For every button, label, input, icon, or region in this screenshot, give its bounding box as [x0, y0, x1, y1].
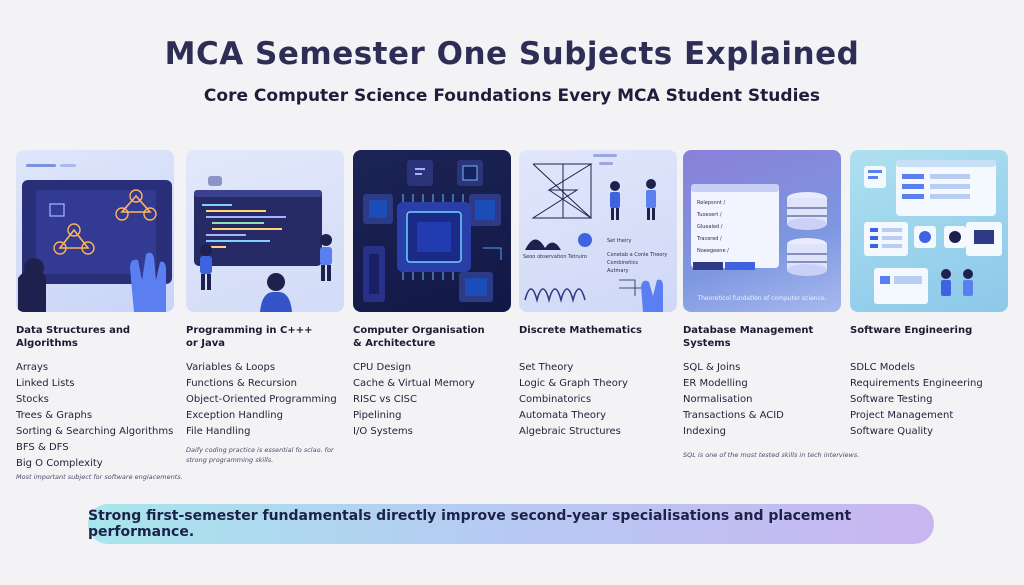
topic-item: Stocks [16, 394, 49, 405]
topic-list [850, 360, 1008, 440]
topic-list [683, 360, 841, 440]
topic-list [16, 360, 174, 472]
db-row: Tuoesert / [697, 212, 722, 218]
subject-heading: Computer Organisation & Architecture [353, 325, 485, 349]
cpu-chip-icon [353, 150, 511, 312]
page-title: MCA Semester One Subjects Explained [164, 36, 860, 72]
topic-item: Indexing [683, 426, 726, 437]
subject-note: SQL is one of the most tested skills in tech interviews. [683, 451, 860, 459]
card-label: Seoo observation Tetruiro [523, 254, 587, 260]
topic-item: Combinatorics [519, 394, 592, 405]
subject-card-dbms [683, 150, 860, 460]
discrete-math-illustration [519, 150, 677, 312]
topic-item: Object-Oriented Programming [186, 394, 337, 405]
subject-note: Most important subject for software engiacements. [16, 473, 183, 481]
topic-item: RISC vs CISC [353, 394, 417, 405]
subject-card-software-engineering [850, 150, 1008, 440]
db-row: Noeegeene / [697, 248, 729, 254]
topic-item: SDLC Models [850, 362, 916, 373]
subject-heading: Discrete Mathematics [519, 325, 643, 336]
topic-item: Set Theory [519, 362, 574, 373]
database-icon [683, 150, 841, 312]
card-caption: Theoreticol fundatlon of computer science. [697, 295, 827, 302]
topic-item: Trees & Graphs [16, 410, 93, 421]
graph-network-icon [519, 150, 677, 312]
topic-list [186, 360, 344, 440]
topic-item: Software Testing [850, 394, 933, 405]
topic-item: Functions & Recursion [186, 378, 297, 389]
topic-item: Automata Theory [519, 410, 607, 421]
dsa-illustration [16, 150, 174, 312]
topic-item: CPU Design [353, 362, 412, 373]
subject-card-dsa [16, 150, 183, 482]
topic-item: SQL & Joins [683, 362, 741, 373]
topic-item: Sorting & Searching Algorithms [16, 426, 174, 437]
code-editor-icon [186, 150, 344, 312]
topic-list [519, 360, 677, 440]
software-engineering-illustration [850, 150, 1008, 312]
dashboard-icon [850, 150, 1008, 312]
subject-heading: Software Engineering [850, 325, 973, 336]
subject-heading: Database Management Systems [683, 325, 814, 349]
topic-item: Requirements Engineering [850, 378, 983, 389]
db-row: Relepsnnt / [697, 200, 726, 206]
topic-item: Exception Handling [186, 410, 283, 421]
topic-item: Pipelining [353, 410, 402, 421]
topic-item: File Handling [186, 426, 251, 437]
topic-item: ER Modelling [683, 378, 748, 389]
subject-note: Daify coding practice is essential fo sclao. for strong programming skills. [186, 446, 334, 464]
db-row: Gluealed / [697, 224, 723, 230]
topic-item: Variables & Loops [186, 362, 276, 373]
topic-item: Project Management [850, 410, 954, 421]
dbms-illustration [683, 150, 841, 312]
topic-item: Cache & Virtual Memory [353, 378, 475, 389]
card-label: Conetab a Conle Theory [607, 252, 668, 258]
topic-item: Logic & Graph Theory [519, 378, 628, 389]
topic-item: Normalisation [683, 394, 753, 405]
subject-heading: Programming in C+++ or Java [186, 325, 313, 349]
page-subtitle: Core Computer Science Foundations Every MCA Student Studies [203, 86, 821, 106]
graph-board-icon [16, 150, 174, 312]
coa-illustration [353, 150, 511, 312]
summary-banner: Strong first-semester fundamentals directly improve second-year specialisations and placement performance. [88, 504, 934, 544]
topic-item: I/O Systems [353, 426, 413, 437]
card-label: Autmary [607, 268, 629, 274]
subject-card-discrete-math [519, 150, 677, 440]
topic-item: BFS & DFS [16, 442, 69, 453]
subject-card-coa [353, 150, 511, 440]
topic-item: Linked Lists [16, 378, 75, 389]
topic-item: Software Quality [850, 426, 933, 437]
topic-list [353, 360, 511, 440]
card-label: Combinetics [607, 260, 638, 266]
topic-item: Transactions & ACID [683, 410, 784, 421]
card-label: Set theiry [607, 238, 632, 244]
topic-item: Arrays [16, 362, 49, 373]
topic-item: Algebraic Structures [519, 426, 621, 437]
subject-card-programming [186, 150, 344, 465]
programming-illustration [186, 150, 344, 312]
topic-item: Big O Complexity [16, 458, 103, 469]
db-row: Tracered / [697, 236, 722, 242]
subject-heading: Data Structures and Algorithms [16, 325, 131, 349]
